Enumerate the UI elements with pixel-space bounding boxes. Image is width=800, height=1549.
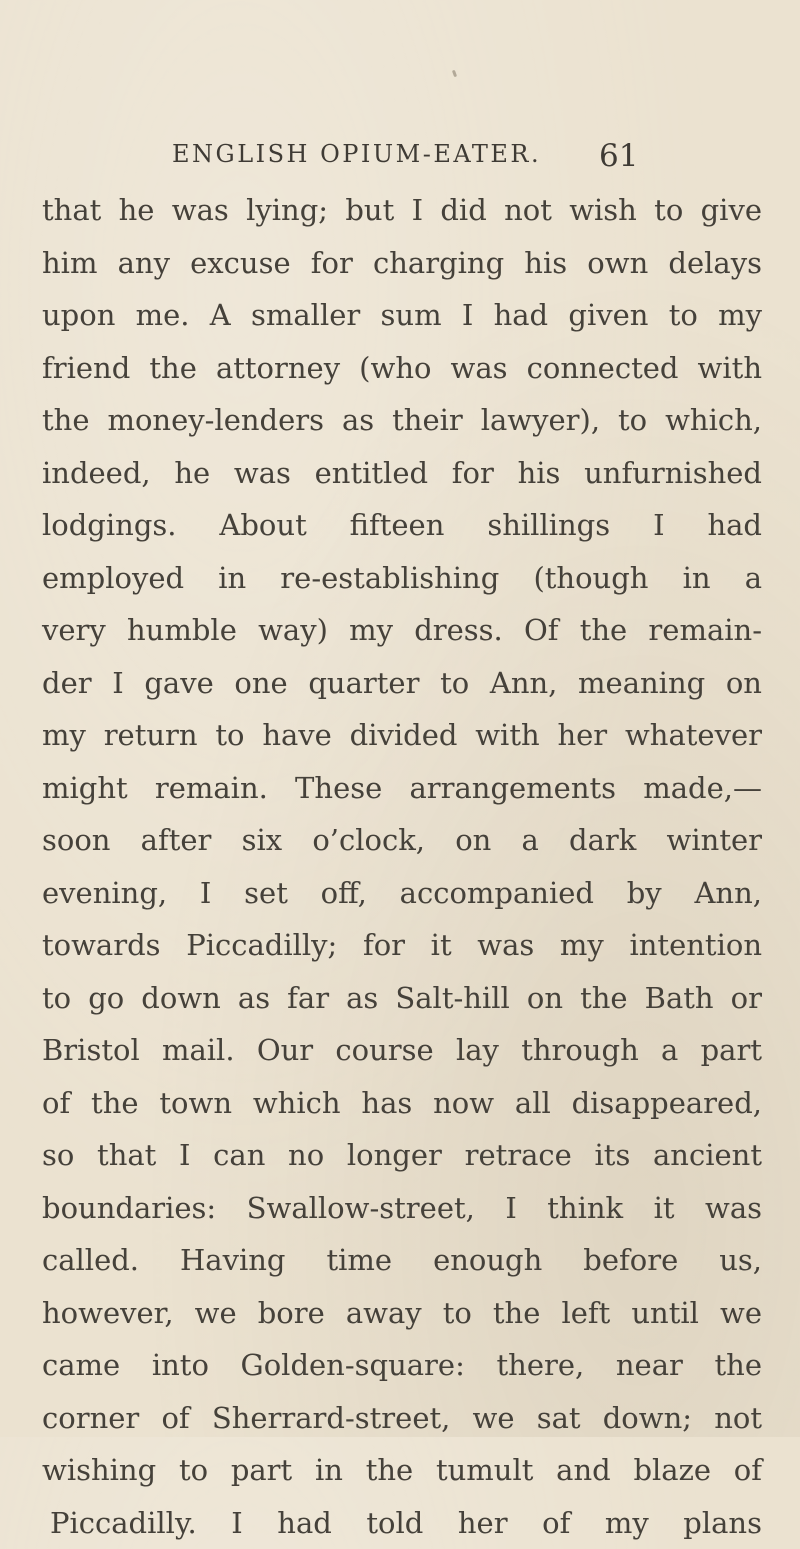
paper-speck [452,70,457,78]
text-line: came into Golden-square: there, near the [42,1339,762,1392]
text-line: however, we bore away to the left until we [42,1287,762,1340]
text-line: indeed, he was entitled for his unfurnished [42,447,762,500]
text-line: employed in re-establishing (though in a [42,552,762,605]
text-line: wishing to part in the tumult and blaze of [42,1444,762,1497]
text-line: soon after six o’clock, on a dark winter [42,814,762,867]
running-title: ENGLISH OPIUM-EATER. [172,140,622,180]
text-line: boundaries: Swallow-street, I think it was [42,1182,762,1235]
text-line: called. Having time enough before us, [42,1234,762,1287]
text-line: him any excuse for charging his own delays [42,237,762,290]
text-line: upon me. A smaller sum I had given to my [42,289,762,342]
text-line: corner of Sherrard-street, we sat down; not [42,1392,762,1445]
page-number: 61 [599,138,638,174]
text-line: lodgings. About fifteen shillings I had [42,499,762,552]
text-line: Piccadilly. I had told her of my plans [42,1497,762,1549]
text-line: to go down as far as Salt-hill on the Bath or [42,972,762,1025]
body-text [42,184,762,1549]
text-line: my return to have divided with her whatever [42,709,762,762]
text-line: very humble way) my dress. Of the remain- [42,604,762,657]
text-line: evening, I set off, accompanied by Ann, [42,867,762,920]
text-line: might remain. These arrangements made,— [42,762,762,815]
text-line: the money-lenders as their lawyer), to which, [42,394,762,447]
text-line: der I gave one quarter to Ann, meaning on [42,657,762,710]
text-line: so that I can no longer retrace its ancient [42,1129,762,1182]
text-line: Bristol mail. Our course lay through a part [42,1024,762,1077]
text-line: of the town which has now all disappeared, [42,1077,762,1130]
text-line: towards Piccadilly; for it was my intention [42,919,762,972]
text-line: friend the attorney (who was connected with [42,342,762,395]
text-line: that he was lying; but I did not wish to give [42,184,762,237]
